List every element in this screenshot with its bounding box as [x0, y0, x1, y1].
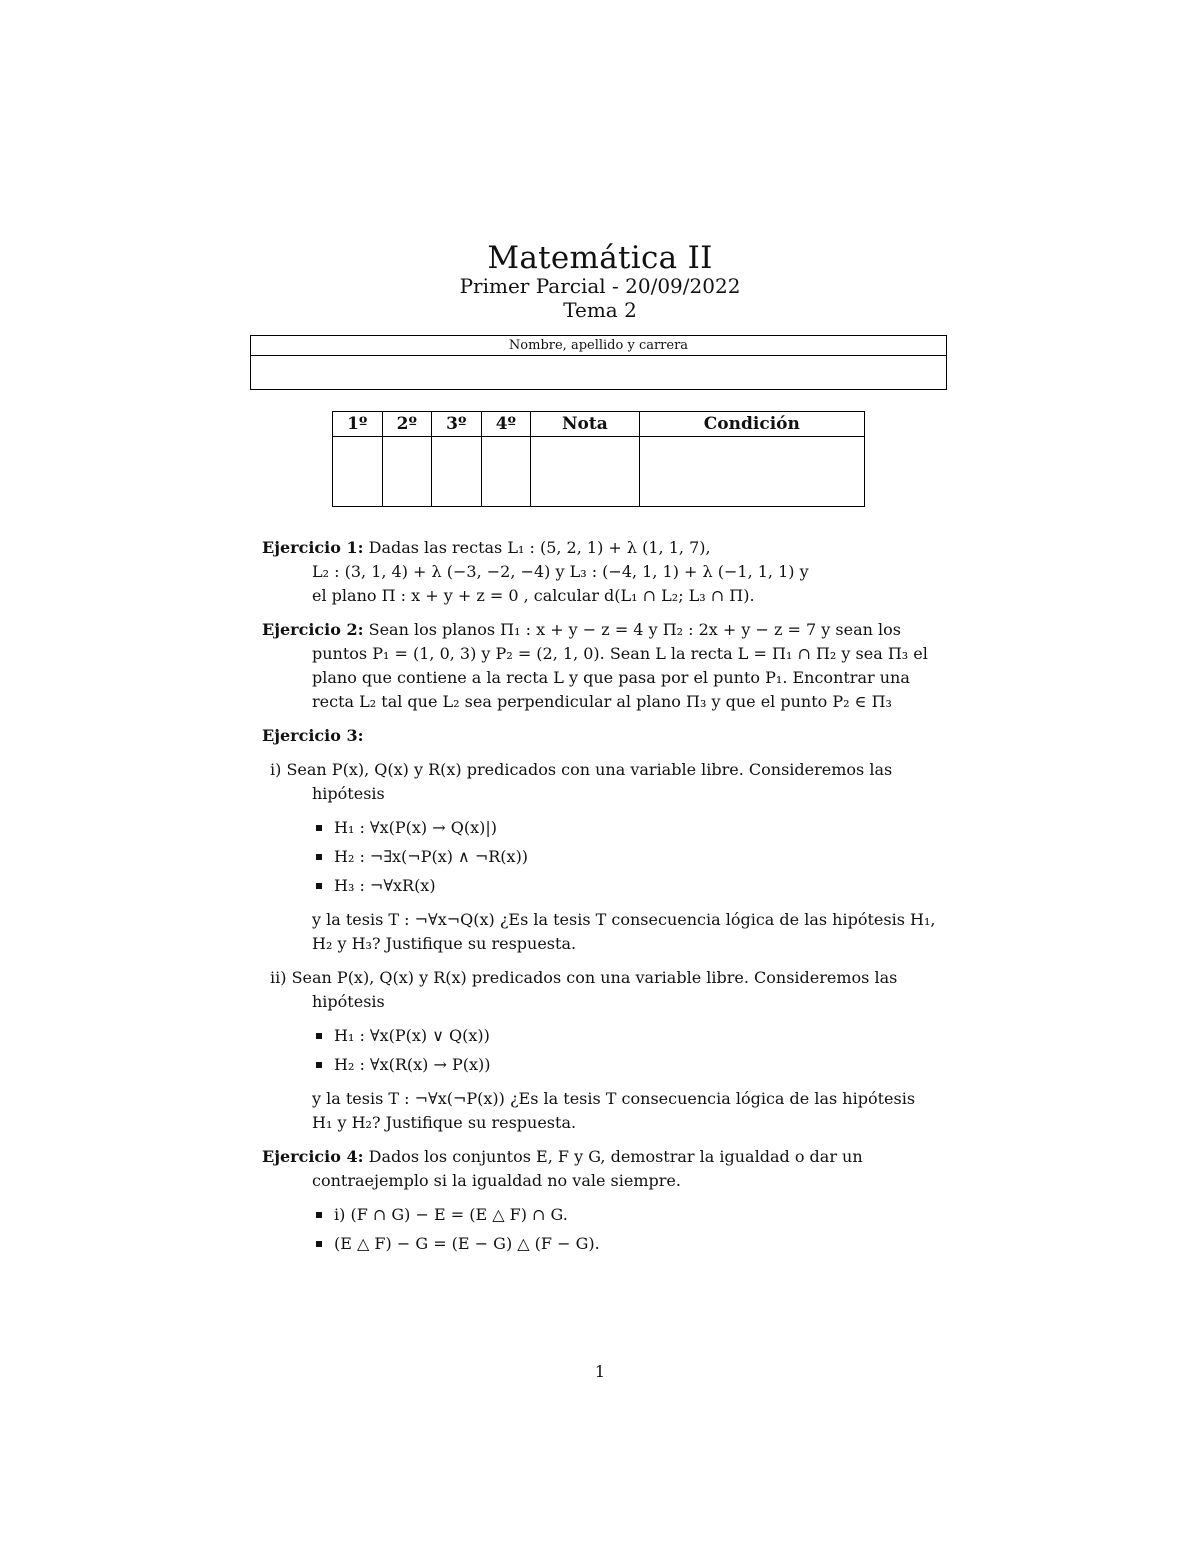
grade-table	[332, 411, 865, 507]
exercise-1-line3: el plano Π : x + y + z = 0 , calcular d(L₁ ∩ L₂; L₃ ∩ Π).	[312, 586, 755, 605]
exercise-3-ii-tail: y la tesis T : ¬∀x(¬P(x)) ¿Es la tesis T consecuencia lógica de las hipótesis H₁ y H₂? Justifique su respuesta.	[312, 1089, 916, 1132]
grade-cell-2[interactable]	[382, 437, 432, 507]
exercise-4-label: Ejercicio 4:	[262, 1147, 364, 1166]
exercise-1	[262, 536, 938, 608]
list-item: H₁ : ∀x(P(x) → Q(x)|)	[334, 816, 938, 840]
grade-header-condicion: Condición	[639, 412, 864, 437]
page-number: 1	[594, 1362, 606, 1381]
grade-header-4: 4º	[481, 412, 531, 437]
name-box	[250, 335, 947, 390]
page-title: Matemática II	[487, 240, 713, 276]
exercise-4	[262, 1145, 938, 1193]
exercise-3-ii-hypotheses	[262, 1024, 938, 1077]
name-field[interactable]	[251, 356, 947, 390]
exercise-3-label: Ejercicio 3:	[262, 726, 364, 745]
exercise-2	[262, 618, 938, 714]
list-item: H₂ : ¬∃x(¬P(x) ∧ ¬R(x))	[334, 845, 938, 869]
list-item: H₁ : ∀x(P(x) ∨ Q(x))	[334, 1024, 938, 1048]
grade-header-1: 1º	[333, 412, 383, 437]
grade-cell-3[interactable]	[432, 437, 482, 507]
exercise-3-ii-text: ii) Sean P(x), Q(x) y R(x) predicados con una variable libre. Consideremos las hipótesis	[270, 968, 898, 1011]
grade-header-2: 2º	[382, 412, 432, 437]
list-item: H₂ : ∀x(R(x) → P(x))	[334, 1053, 938, 1077]
grade-cell-4[interactable]	[481, 437, 531, 507]
exercise-3-i-text: i) Sean P(x), Q(x) y R(x) predicados con una variable libre. Consideremos las hipótesis	[270, 760, 893, 803]
exercise-3-i-hypotheses	[262, 816, 938, 898]
exercise-3-i-tail: y la tesis T : ¬∀x¬Q(x) ¿Es la tesis T consecuencia lógica de las hipótesis H₁, H₂ y H₃? Justifique su respuesta.	[312, 910, 936, 953]
exercise-2-label: Ejercicio 2:	[262, 620, 364, 639]
exercise-4-text: Dados los conjuntos E, F y G, demostrar la igualdad o dar un contraejemplo si la igualdad no vale siempre.	[312, 1147, 863, 1190]
exercise-1-line1: Dadas las rectas L₁ : (5, 2, 1) + λ (1, 1, 7),	[368, 538, 711, 557]
name-label: Nombre, apellido y carrera	[251, 336, 947, 356]
grade-cell-1[interactable]	[333, 437, 383, 507]
list-item: (E △ F) − G = (E − G) △ (F − G).	[334, 1232, 938, 1256]
exercise-2-text: Sean los planos Π₁ : x + y − z = 4 y Π₂ : 2x + y − z = 7 y sean los puntos P₁ = (1, 0, 3) y P₂ = (2, 1, 0). Sean L la recta L = Π₁ ∩ Π₂ y sea Π₃ el plano que contiene a la recta L y que pasa por el punto P₁. Encontrar una recta L₂ tal que L₂ sea perpendicular al plano Π₃ y que el punto P₂ ∈ Π₃	[312, 620, 928, 711]
exam-body	[262, 536, 938, 1266]
grade-cell-nota[interactable]	[531, 437, 640, 507]
exercise-1-line2: L₂ : (3, 1, 4) + λ (−3, −2, −4) y L₃ : (−4, 1, 1) + λ (−1, 1, 1) y	[312, 562, 809, 581]
grade-header-3: 3º	[432, 412, 482, 437]
list-item: i) (F ∩ G) − E = (E △ F) ∩ G.	[334, 1203, 938, 1227]
exercise-4-items	[262, 1203, 938, 1256]
grade-header-nota: Nota	[531, 412, 640, 437]
exercise-1-label: Ejercicio 1:	[262, 538, 364, 557]
grade-cell-condicion[interactable]	[639, 437, 864, 507]
exam-subtitle: Primer Parcial - 20/09/2022	[459, 274, 741, 298]
exam-tema: Tema 2	[563, 298, 637, 322]
list-item: H₃ : ¬∀xR(x)	[334, 874, 938, 898]
